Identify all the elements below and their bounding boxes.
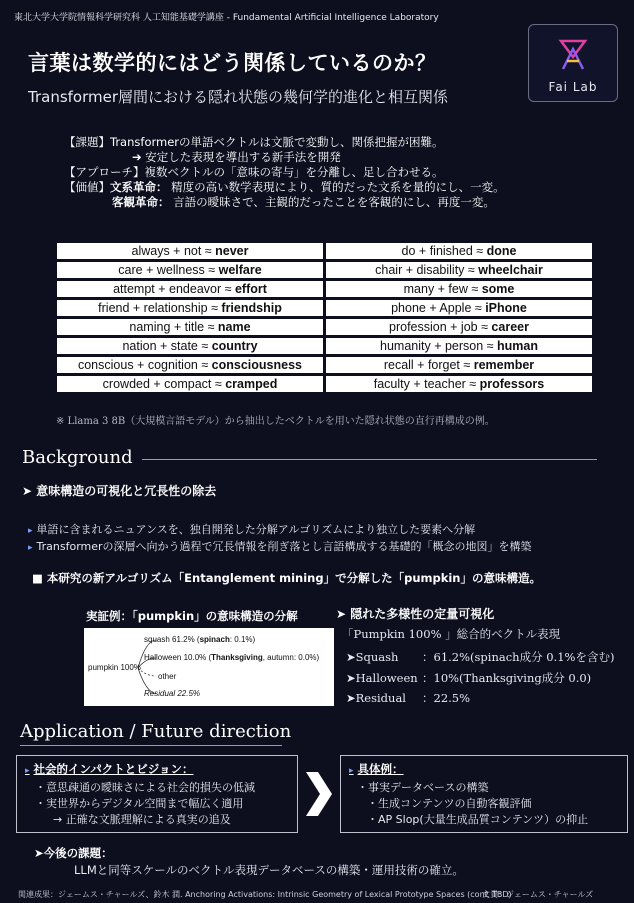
example-cell	[326, 357, 592, 373]
example-result: name	[217, 320, 251, 334]
triangle-icon: ▸	[28, 543, 33, 553]
pumpkin-diagram	[84, 628, 334, 706]
example-expression: chair + disability ≈	[375, 263, 479, 277]
example-expression: recall + forget ≈	[383, 358, 474, 372]
example-result: some	[481, 282, 515, 296]
footer-author: 文責：ジェームス・チャールズ	[482, 890, 594, 899]
background-subheading: ➤ 意味構造の可視化と冗長性の除去	[22, 484, 217, 498]
impact-item-2: ・実世界からデジタル空間まで幅広く適用	[35, 797, 244, 810]
diagram-other: other	[158, 672, 177, 681]
example-row	[57, 376, 592, 392]
diagram-residual: Residual 22.5%	[144, 689, 201, 698]
example-expression: care + wellness ≈	[118, 263, 219, 277]
example-row	[57, 338, 592, 354]
example-cell	[57, 357, 323, 373]
summary-value-2: 客観革命： 言語の曖昧さで、主観的だったことを客観的にし、再度一変。	[112, 195, 495, 209]
impact-title: ▸ 社会的インパクトとビジョン：	[25, 762, 194, 776]
example-cell	[326, 319, 592, 335]
example-expression: crowded + compact ≈	[102, 377, 226, 391]
example-result: human	[497, 339, 538, 353]
logo-text: Fai Lab	[548, 80, 598, 94]
example-cell	[57, 281, 323, 297]
example-result: country	[211, 339, 258, 353]
triangle-icon: ▸	[25, 766, 30, 776]
example-cell	[57, 376, 323, 392]
example-result: professors	[479, 377, 545, 391]
concrete-item-1: ・事実データベースの構築	[357, 781, 489, 794]
example-expression: faculty + teacher ≈	[373, 377, 480, 391]
diagram-halloween: Halloween 10.0% (Thanksgiving, autumn: 0.0%)	[144, 653, 320, 662]
concrete-title: ▸ 具体例：	[349, 762, 404, 776]
quant-squash: ➤Squash ：61.2%(spinach成分 0.1%を含む)	[346, 650, 615, 664]
example-row	[57, 243, 592, 259]
examples-table	[54, 240, 595, 395]
diagram-title: 実証例：「pumpkin」の意味構造の分解	[86, 609, 298, 623]
triangle-icon: ▸	[349, 766, 354, 776]
example-expression: profession + job ≈	[389, 320, 492, 334]
example-result: career	[491, 320, 529, 334]
example-expression: phone + Apple ≈	[391, 301, 486, 315]
summary-value-1: 【価値】文系革命： 精度の高い数学表現により、質的だった文系を量的にし、一変。	[64, 180, 505, 194]
example-row	[57, 357, 592, 373]
example-result: iPhone	[485, 301, 527, 315]
fai-logo-icon	[558, 37, 588, 73]
example-result: remember	[473, 358, 535, 372]
examples-note: ※ Llama 3 8B（大規模言語モデル）から抽出したベクトルを用いた隠れ状態の直行再構成の例。	[56, 416, 495, 427]
example-expression: friend + relationship ≈	[98, 301, 222, 315]
example-expression: conscious + cognition ≈	[77, 358, 212, 372]
example-expression: many + few ≈	[403, 282, 482, 296]
fai-lab-logo	[528, 24, 618, 102]
example-expression: do + finished ≈	[401, 244, 487, 258]
affiliation-header: 東北大学大学院情報科学研究科 人工知能基礎学講座 - Fundamental Artificial Intelligence Laboratory	[14, 13, 439, 23]
summary-issue-arrow: ➔ 安定した表現を導出する新手法を開発	[132, 150, 341, 164]
algorithm-caption: ■ 本研究の新アルゴリズム「Entanglement mining」で分解した「pumpkin」の意味構造。	[32, 571, 541, 585]
page-title: 言葉は数学的にはどう関係しているのか？	[28, 51, 437, 75]
example-result: done	[486, 244, 517, 258]
background-bullet-2: ▸ Transformerの深層へ向かう過程で冗長情報を削ぎ落とし言語構成する基礎的「概念の地図」を構築	[28, 540, 532, 553]
summary-approach: 【アプローチ】複数ベクトルの「意味の寄与」を分離し、足し合わせる。	[64, 165, 444, 179]
example-cell	[326, 338, 592, 354]
example-expression: humanity + person ≈	[380, 339, 497, 353]
example-expression: always + not ≈	[131, 244, 216, 258]
example-cell	[326, 243, 592, 259]
quant-halloween: ➤Halloween ：10%(Thanksgiving成分 0.0)	[346, 671, 592, 685]
quant-title: ➤ 隠れた多様性の定量可視化	[336, 607, 495, 621]
example-expression: attempt + endeavor ≈	[113, 282, 235, 296]
example-cell	[326, 262, 592, 278]
quant-subtitle: 「Pumpkin 100% 」総合的ベクトル表現	[342, 627, 561, 641]
example-result: wheelchair	[478, 263, 543, 277]
future-title: ➤今後の課題：	[34, 846, 113, 860]
example-cell	[326, 376, 592, 392]
example-result: consciousness	[211, 358, 302, 372]
arrow-right-icon	[304, 768, 334, 820]
impact-item-3: → 正確な文脈理解による真実の追及	[53, 813, 231, 826]
concrete-box	[340, 755, 628, 833]
summary-block	[64, 135, 505, 210]
example-cell	[326, 281, 592, 297]
example-row	[57, 319, 592, 335]
impact-item-1: ・意思疎通の曖昧さによる社会的損失の低減	[35, 781, 255, 794]
example-expression: nation + state ≈	[122, 339, 212, 353]
example-cell	[57, 300, 323, 316]
diagram-root: pumpkin 100%	[88, 663, 141, 672]
example-result: never	[215, 244, 249, 258]
concrete-item-2: ・生成コンテンツの自動客観評価	[367, 797, 532, 810]
future-text: LLMと同等スケールのベクトル表現データベースの構築・運用技術の確立。	[74, 863, 464, 877]
example-result: friendship	[221, 301, 282, 315]
example-cell	[57, 319, 323, 335]
example-row	[57, 300, 592, 316]
diagram-squash: squash 61.2% (spinach: 0.1%)	[144, 635, 256, 644]
concrete-item-3: ・AP Slop(大量生成品質コンテンツ）の抑止	[367, 813, 589, 826]
application-divider	[20, 745, 282, 746]
example-result: welfare	[218, 263, 262, 277]
example-expression: naming + title ≈	[129, 320, 218, 334]
example-row	[57, 281, 592, 297]
background-bullet-1: ▸ 単語に含まれるニュアンスを、独自開発した分解アルゴリズムにより独立した要素へ分解	[28, 523, 476, 536]
footer-reference: 関連成果：ジェームス・チャールズ、鈴木 潤. Anchoring Activations: Intrinsic Geometry of Lexical Prototype Spaces (conf. TBD)	[18, 890, 512, 899]
application-heading: Application / Future direction	[20, 721, 292, 742]
example-cell	[326, 300, 592, 316]
example-result: effort	[234, 282, 267, 296]
example-row	[57, 262, 592, 278]
example-result: cramped	[225, 377, 278, 391]
page-subtitle: Transformer層間における隠れ状態の幾何学的進化と相互関係	[28, 88, 449, 106]
example-cell	[57, 262, 323, 278]
background-heading: Background	[22, 447, 133, 468]
example-cell	[57, 338, 323, 354]
background-divider	[142, 459, 597, 460]
summary-issue: 【課題】Transformerの単語ベクトルは文脈で変動し、関係把握が困難。	[64, 135, 444, 149]
quant-residual: ➤Residual ：22.5%	[346, 691, 471, 705]
triangle-icon: ▸	[28, 526, 33, 536]
impact-box	[16, 755, 298, 833]
example-cell	[57, 243, 323, 259]
